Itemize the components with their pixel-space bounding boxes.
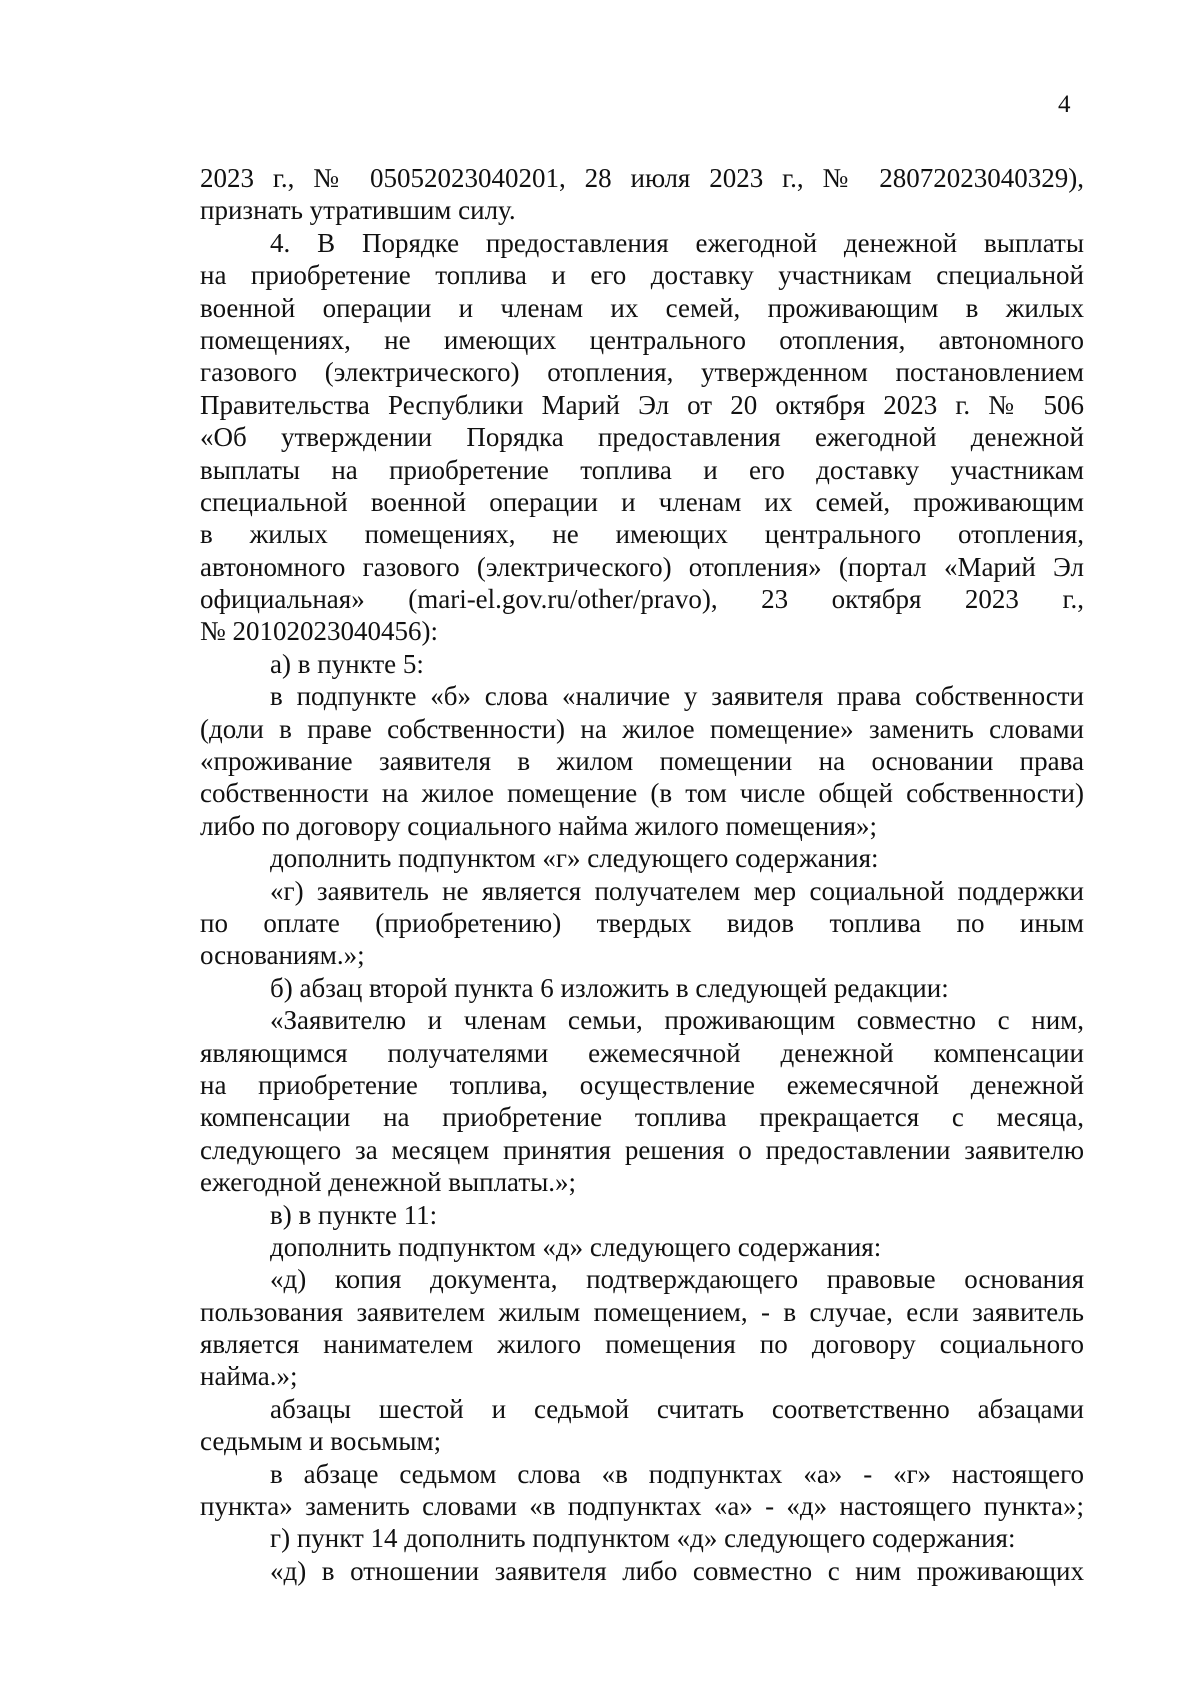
text-line: дополнить подпунктом «г» следующего содержания:	[270, 843, 879, 874]
text-line: газового (электрического) отопления, утвержденном постановлением	[200, 357, 1084, 388]
text-line: основаниям.»;	[200, 940, 365, 971]
text-line: специальной военной операции и членам их семей, проживающим	[200, 486, 1084, 517]
document-body	[200, 162, 1084, 1587]
text-line: найма.»;	[200, 1361, 298, 1392]
text-line: абзацы шестой и седьмой считать соответственно абзацами	[270, 1393, 1084, 1424]
text-line: следующего за месяцем принятия решения о предоставлении заявителю	[200, 1134, 1084, 1165]
text-line: «Заявителю и членам семьи, проживающим совместно с ним,	[270, 1005, 1084, 1036]
text-line: в подпункте «б» слова «наличие у заявителя права собственности	[270, 681, 1084, 712]
text-line: автономного газового (электрического) отопления» (портал «Марий Эл	[200, 551, 1084, 582]
text-line: б) абзац второй пункта 6 изложить в следующей редакции:	[270, 972, 949, 1003]
text-line: на приобретение топлива, осуществление ежемесячной денежной	[200, 1069, 1084, 1100]
text-line: собственности на жилое помещение (в том числе общей собственности)	[200, 778, 1084, 809]
text-line: выплаты на приобретение топлива и его доставку участникам	[200, 454, 1084, 485]
text-line: г) пункт 14 дополнить подпунктом «д» следующего содержания:	[270, 1523, 1016, 1554]
text-line: 4. В Порядке предоставления ежегодной денежной выплаты	[270, 227, 1084, 258]
text-line: пользования заявителем жилым помещением, - в случае, если заявитель	[200, 1296, 1084, 1327]
text-line: по оплате (приобретению) твердых видов топлива по иным	[200, 907, 1084, 938]
text-line: помещениях, не имеющих центрального отопления, автономного	[200, 324, 1084, 355]
text-line: на приобретение топлива и его доставку участникам специальной	[200, 260, 1084, 291]
text-line: официальная» (mari-el.gov.ru/other/pravo), 23 октября 2023 г.,	[200, 584, 1084, 615]
text-line: военной операции и членам их семей, проживающим в жилых	[200, 292, 1084, 323]
text-line: признать утратившим силу.	[200, 195, 516, 226]
text-line: являющимся получателями ежемесячной денежной компенсации	[200, 1037, 1084, 1068]
text-line: либо по договору социального найма жилого помещения»;	[200, 810, 878, 841]
text-line: 2023 г., № 05052023040201, 28 июля 2023 г., № 28072023040329),	[200, 163, 1084, 193]
text-line: является нанимателем жилого помещения по договору социального	[200, 1329, 1084, 1360]
page-number: 4	[1058, 91, 1071, 118]
text-line: в жилых помещениях, не имеющих центрального отопления,	[200, 519, 1084, 550]
text-line: а) в пункте 5:	[270, 648, 424, 679]
text-line: компенсации на приобретение топлива прекращается с месяца,	[200, 1102, 1084, 1133]
text-line: «Об утверждении Порядка предоставления ежегодной денежной	[200, 422, 1084, 453]
text-line: (доли в праве собственности) на жилое помещение» заменить словами	[200, 713, 1084, 744]
text-line: ежегодной денежной выплаты.»;	[200, 1167, 577, 1198]
text-line: Правительства Республики Марий Эл от 20 октября 2023 г. № 506	[200, 389, 1084, 420]
text-line: в абзаце седьмом слова «в подпунктах «а» - «г» настоящего	[270, 1458, 1084, 1489]
text-line: «д) в отношении заявителя либо совместно с ним проживающих	[270, 1555, 1084, 1586]
text-line: «проживание заявителя в жилом помещении на основании права	[200, 746, 1084, 777]
text-line: «д) копия документа, подтверждающего правовые основания	[270, 1264, 1084, 1295]
text-line: № 20102023040456):	[200, 616, 439, 647]
text-line: седьмым и восьмым;	[200, 1426, 442, 1457]
text-line: в) в пункте 11:	[270, 1199, 438, 1230]
text-line: «г) заявитель не является получателем мер социальной поддержки	[270, 875, 1084, 906]
text-line: дополнить подпунктом «д» следующего содержания:	[270, 1231, 882, 1262]
text-line: пункта» заменить словами «в подпунктах «а» - «д» настоящего пункта»;	[200, 1491, 1084, 1522]
